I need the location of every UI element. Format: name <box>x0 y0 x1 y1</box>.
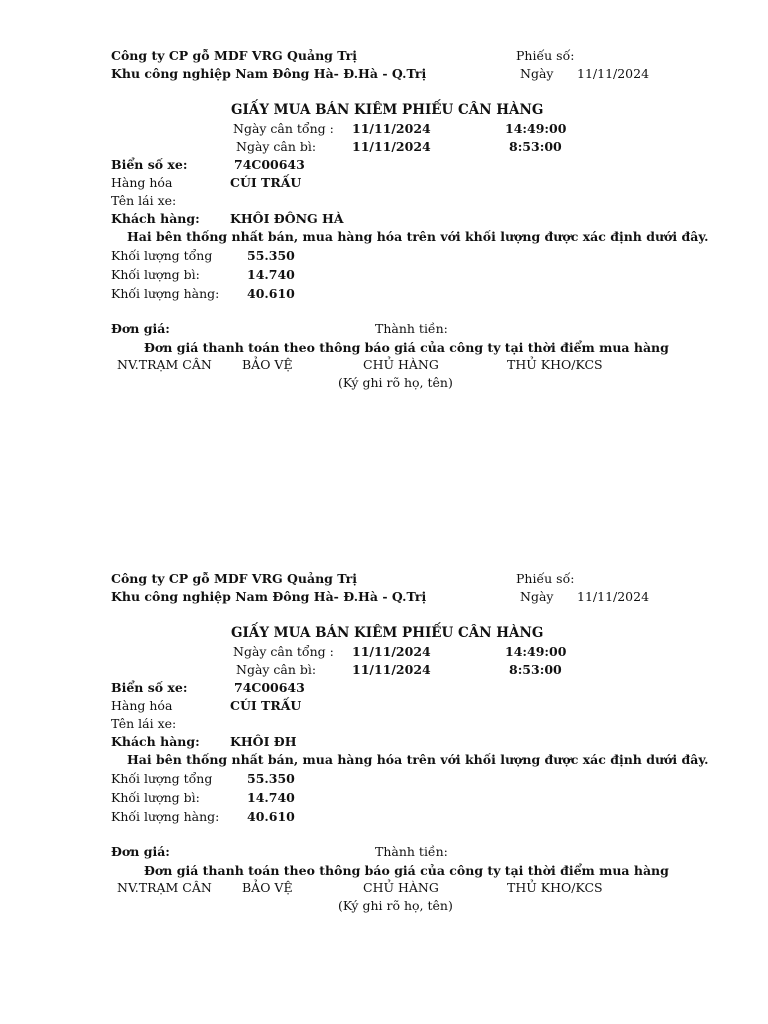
document-title: GIẤY MUA BÁN KIÊM PHIẾU CÂN HÀNG <box>231 102 544 118</box>
tare-weight-value: 14.740 <box>247 790 295 805</box>
net-weight-label: Khối lượng hàng: <box>111 286 220 301</box>
sign-station-staff: NV.TRẠM CÂN <box>117 880 212 895</box>
gross-weight-value: 55.350 <box>247 771 295 786</box>
sign-note: (Ký ghi rõ họ, tên) <box>338 375 453 390</box>
net-weight-label: Khối lượng hàng: <box>111 809 220 824</box>
net-weight-value: 40.610 <box>247 809 295 824</box>
tare-weigh-time: 8:53:00 <box>509 139 562 154</box>
date-value: 11/11/2024 <box>577 66 650 81</box>
customer-label: Khách hàng: <box>111 211 200 226</box>
agreement-text: Hai bên thống nhất bán, mua hàng hóa trên với khối lượng được xác định dưới đây. <box>127 752 709 767</box>
sign-note: (Ký ghi rõ họ, tên) <box>338 898 453 913</box>
gross-weight-value: 55.350 <box>247 248 295 263</box>
agreement-text: Hai bên thống nhất bán, mua hàng hóa trên với khối lượng được xác định dưới đây. <box>127 229 709 244</box>
plate-label: Biển số xe: <box>111 680 188 695</box>
date-label: Ngày <box>520 66 554 81</box>
plate-label: Biển số xe: <box>111 157 188 172</box>
unit-price-label: Đơn giá: <box>111 321 170 336</box>
company-address: Khu công nghiệp Nam Đông Hà- Đ.Hà - Q.Trị <box>111 589 427 604</box>
tare-weigh-time: 8:53:00 <box>509 662 562 677</box>
customer-value: KHÔI ĐÔNG HÀ <box>230 211 344 226</box>
gross-weight-label: Khối lượng tổng <box>111 248 213 263</box>
sign-guard: BẢO VỆ <box>242 880 293 895</box>
weighing-slip-1 <box>0 0 768 390</box>
tare-weigh-date-label: Ngày cân bì: <box>236 139 317 154</box>
driver-label: Tên lái xe: <box>111 193 177 208</box>
sign-station-staff: NV.TRẠM CÂN <box>117 357 212 372</box>
sign-goods-owner: CHỦ HÀNG <box>363 357 439 372</box>
price-note: Đơn giá thanh toán theo thông báo giá của công ty tại thời điểm mua hàng <box>144 863 669 878</box>
gross-weigh-date: 11/11/2024 <box>352 121 431 136</box>
goods-label: Hàng hóa <box>111 698 173 713</box>
sign-guard: BẢO VỆ <box>242 357 293 372</box>
amount-label: Thành tiền: <box>375 844 448 859</box>
customer-value: KHÔI ĐH <box>230 734 297 749</box>
sign-storekeeper: THỦ KHO/KCS <box>507 880 603 895</box>
customer-label: Khách hàng: <box>111 734 200 749</box>
tare-weight-value: 14.740 <box>247 267 295 282</box>
company-address: Khu công nghiệp Nam Đông Hà- Đ.Hà - Q.Trị <box>111 66 427 81</box>
slip-number-label: Phiếu số: <box>516 48 575 63</box>
company-name: Công ty CP gỗ MDF VRG Quảng Trị <box>111 48 357 63</box>
goods-label: Hàng hóa <box>111 175 173 190</box>
gross-weigh-date-label: Ngày cân tổng : <box>233 644 334 659</box>
driver-label: Tên lái xe: <box>111 716 177 731</box>
sign-storekeeper: THỦ KHO/KCS <box>507 357 603 372</box>
goods-value: CÚI TRẤU <box>230 175 302 190</box>
tare-weigh-date: 11/11/2024 <box>352 662 431 677</box>
sign-goods-owner: CHỦ HÀNG <box>363 880 439 895</box>
date-label: Ngày <box>520 589 554 604</box>
document-title: GIẤY MUA BÁN KIÊM PHIẾU CÂN HÀNG <box>231 625 544 641</box>
tare-weigh-date-label: Ngày cân bì: <box>236 662 317 677</box>
tare-weight-label: Khối lượng bì: <box>111 790 200 805</box>
weighing-slip-2 <box>0 523 768 913</box>
gross-weigh-time: 14:49:00 <box>505 644 567 659</box>
amount-label: Thành tiền: <box>375 321 448 336</box>
price-note: Đơn giá thanh toán theo thông báo giá của công ty tại thời điểm mua hàng <box>144 340 669 355</box>
slip-number-label: Phiếu số: <box>516 571 575 586</box>
goods-value: CÚI TRẤU <box>230 698 302 713</box>
tare-weigh-date: 11/11/2024 <box>352 139 431 154</box>
plate-value: 74C00643 <box>234 157 305 172</box>
plate-value: 74C00643 <box>234 680 305 695</box>
unit-price-label: Đơn giá: <box>111 844 170 859</box>
company-name: Công ty CP gỗ MDF VRG Quảng Trị <box>111 571 357 586</box>
gross-weight-label: Khối lượng tổng <box>111 771 213 786</box>
date-value: 11/11/2024 <box>577 589 650 604</box>
gross-weigh-time: 14:49:00 <box>505 121 567 136</box>
gross-weigh-date: 11/11/2024 <box>352 644 431 659</box>
gross-weigh-date-label: Ngày cân tổng : <box>233 121 334 136</box>
tare-weight-label: Khối lượng bì: <box>111 267 200 282</box>
net-weight-value: 40.610 <box>247 286 295 301</box>
